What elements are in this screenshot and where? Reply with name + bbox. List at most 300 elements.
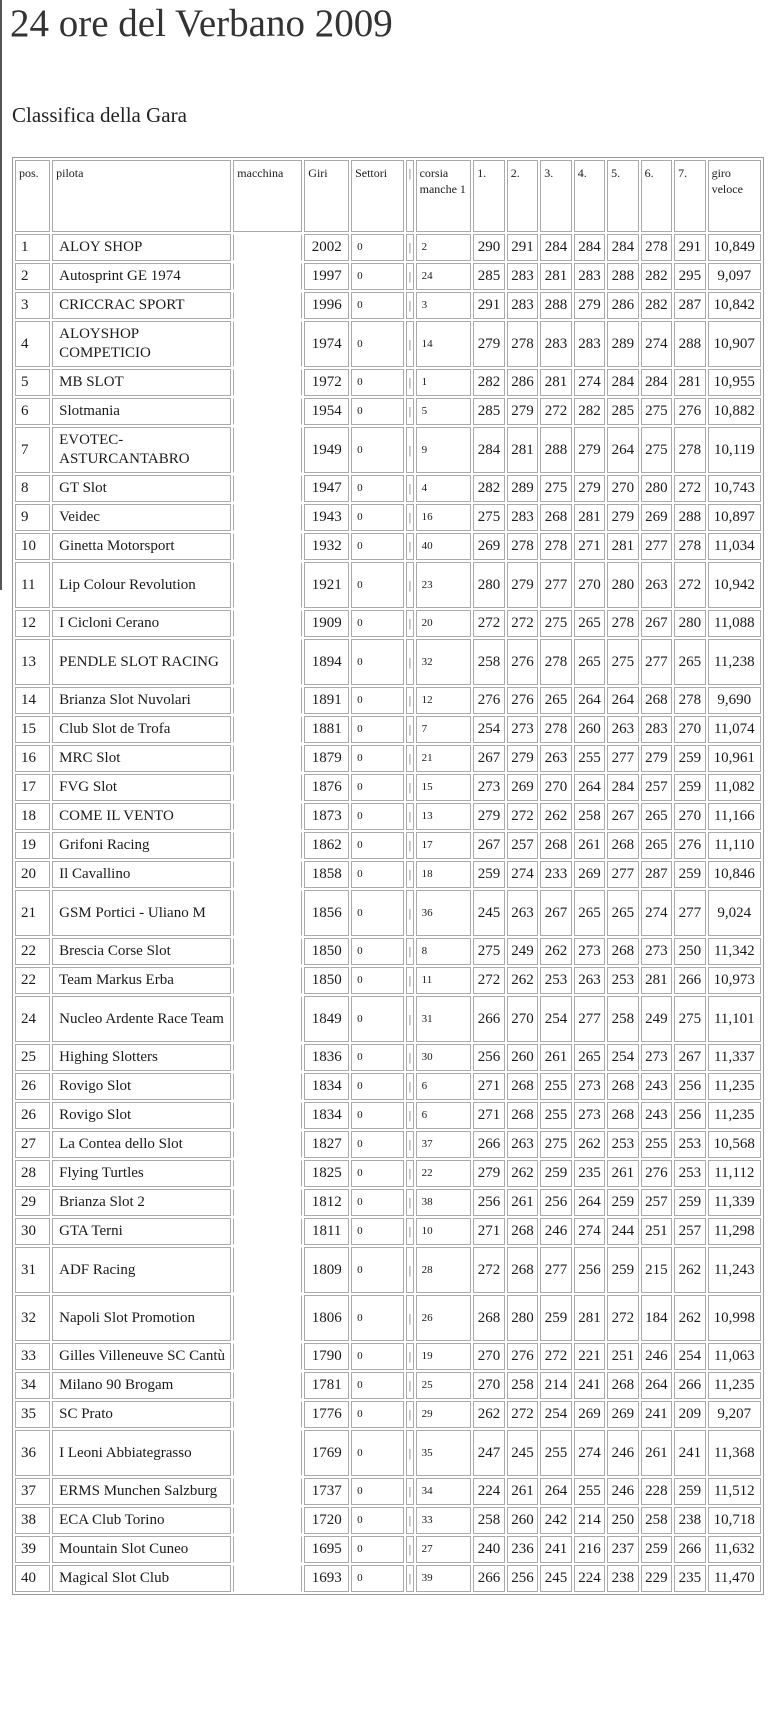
giro-veloce-cell: 11,034	[708, 533, 761, 560]
manche-cell: 209	[674, 1401, 705, 1428]
manche-cell: 259	[641, 1536, 672, 1563]
pos-cell: 36	[15, 1430, 50, 1476]
manche-cell: 267	[607, 803, 638, 830]
manche-cell: 255	[540, 1102, 571, 1129]
manche-cell: 273	[641, 1044, 672, 1071]
manche-cell: 269	[641, 504, 672, 531]
manche-cell: 264	[607, 687, 638, 714]
manche-cell: 279	[473, 803, 504, 830]
manche-cell: 266	[473, 996, 504, 1042]
manche-cell: 246	[641, 1343, 672, 1370]
pos-cell: 26	[15, 1102, 50, 1129]
manche-cell: 276	[473, 687, 504, 714]
table-row	[15, 803, 761, 830]
giro-veloce-cell: 11,088	[708, 610, 761, 637]
pos-cell: 18	[15, 803, 50, 830]
manche-cell: 275	[641, 398, 672, 425]
manche-cell: 270	[540, 774, 571, 801]
settori-cell: 0	[351, 398, 404, 425]
manche-cell: 281	[574, 504, 605, 531]
pilota-cell: Ginetta Motorsport	[52, 533, 231, 560]
manche-cell: 272	[473, 1247, 504, 1293]
pilota-cell: Brianza Slot 2	[52, 1189, 231, 1216]
manche-cell: 266	[473, 1131, 504, 1158]
manche-cell: 269	[473, 533, 504, 560]
manche-cell: 264	[574, 774, 605, 801]
manche-cell: 245	[473, 890, 504, 936]
header-corsia: corsia manche 1	[416, 160, 472, 232]
results-table	[12, 157, 764, 1595]
manche-cell: 241	[540, 1536, 571, 1563]
settori-cell: 0	[351, 890, 404, 936]
manche-cell: 257	[507, 832, 538, 859]
corsia-cell: 3	[416, 292, 472, 319]
manche-cell: 263	[507, 890, 538, 936]
settori-cell: 0	[351, 1160, 404, 1187]
manche-cell: 269	[574, 861, 605, 888]
pos-cell: 10	[15, 533, 50, 560]
giro-veloce-cell: 11,235	[708, 1372, 761, 1399]
separator-cell: |	[406, 292, 413, 319]
separator-cell: |	[406, 639, 413, 685]
table-row	[15, 234, 761, 261]
manche-cell: 262	[473, 1401, 504, 1428]
giro-veloce-cell: 10,961	[708, 745, 761, 772]
macchina-cell	[233, 263, 302, 290]
table-row	[15, 321, 761, 367]
separator-cell: |	[406, 967, 413, 994]
manche-cell: 279	[507, 745, 538, 772]
giro-veloce-cell: 11,339	[708, 1189, 761, 1216]
manche-cell: 279	[574, 475, 605, 502]
corsia-cell: 31	[416, 996, 472, 1042]
separator-cell: |	[406, 504, 413, 531]
manche-cell: 265	[574, 890, 605, 936]
manche-cell: 283	[507, 263, 538, 290]
manche-cell: 279	[607, 504, 638, 531]
manche-cell: 256	[473, 1044, 504, 1071]
separator-cell: |	[406, 687, 413, 714]
manche-cell: 283	[574, 263, 605, 290]
manche-cell: 259	[607, 1189, 638, 1216]
manche-cell: 259	[674, 861, 705, 888]
pos-cell: 17	[15, 774, 50, 801]
manche-cell: 272	[507, 1401, 538, 1428]
manche-cell: 259	[607, 1247, 638, 1293]
manche-cell: 289	[507, 475, 538, 502]
corsia-cell: 1	[416, 369, 472, 396]
manche-cell: 277	[540, 562, 571, 608]
table-row	[15, 1218, 761, 1245]
manche-cell: 269	[607, 1401, 638, 1428]
manche-cell: 258	[507, 1372, 538, 1399]
giri-cell: 1812	[304, 1189, 349, 1216]
manche-cell: 264	[641, 1372, 672, 1399]
giro-veloce-cell: 9,024	[708, 890, 761, 936]
manche-cell: 274	[574, 1218, 605, 1245]
manche-cell: 275	[540, 1131, 571, 1158]
pilota-cell: ALOYSHOP COMPETICIO	[52, 321, 231, 367]
manche-cell: 262	[540, 803, 571, 830]
corsia-cell: 10	[416, 1218, 472, 1245]
pos-cell: 15	[15, 716, 50, 743]
manche-cell: 287	[674, 292, 705, 319]
pilota-cell: GSM Portici - Uliano M	[52, 890, 231, 936]
giri-cell: 1943	[304, 504, 349, 531]
manche-cell: 277	[641, 639, 672, 685]
header-manche-4: 4.	[574, 160, 605, 232]
separator-cell: |	[406, 938, 413, 965]
macchina-cell	[233, 1044, 302, 1071]
settori-cell: 0	[351, 774, 404, 801]
manche-cell: 272	[473, 967, 504, 994]
table-row	[15, 1343, 761, 1370]
separator-cell: |	[406, 398, 413, 425]
settori-cell: 0	[351, 1247, 404, 1293]
separator-cell: |	[406, 745, 413, 772]
giro-veloce-cell: 9,207	[708, 1401, 761, 1428]
manche-cell: 268	[507, 1073, 538, 1100]
manche-cell: 272	[540, 398, 571, 425]
manche-cell: 263	[607, 716, 638, 743]
manche-cell: 284	[607, 369, 638, 396]
manche-cell: 255	[540, 1430, 571, 1476]
table-row	[15, 890, 761, 936]
pilota-cell: SC Prato	[52, 1401, 231, 1428]
giro-veloce-cell: 11,512	[708, 1478, 761, 1505]
manche-cell: 272	[674, 562, 705, 608]
manche-cell: 237	[607, 1536, 638, 1563]
manche-cell: 259	[674, 774, 705, 801]
corsia-cell: 15	[416, 774, 472, 801]
pos-cell: 19	[15, 832, 50, 859]
giro-veloce-cell: 11,112	[708, 1160, 761, 1187]
separator-cell: |	[406, 321, 413, 367]
manche-cell: 256	[540, 1189, 571, 1216]
manche-cell: 281	[607, 533, 638, 560]
macchina-cell	[233, 1536, 302, 1563]
manche-cell: 250	[674, 938, 705, 965]
table-row	[15, 1372, 761, 1399]
manche-cell: 277	[641, 533, 672, 560]
pos-cell: 32	[15, 1295, 50, 1341]
pilota-cell: Brianza Slot Nuvolari	[52, 687, 231, 714]
giri-cell: 1827	[304, 1131, 349, 1158]
separator-cell: |	[406, 861, 413, 888]
manche-cell: 266	[473, 1565, 504, 1592]
page-title: 24 ore del Verbano 2009	[10, 2, 393, 45]
manche-cell: 270	[607, 475, 638, 502]
pos-cell: 20	[15, 861, 50, 888]
manche-cell: 254	[540, 996, 571, 1042]
macchina-cell	[233, 832, 302, 859]
manche-cell: 278	[540, 533, 571, 560]
manche-cell: 281	[574, 1295, 605, 1341]
manche-cell: 276	[674, 832, 705, 859]
separator-cell: |	[406, 562, 413, 608]
manche-cell: 279	[574, 427, 605, 473]
manche-cell: 264	[607, 427, 638, 473]
manche-cell: 278	[641, 234, 672, 261]
manche-cell: 279	[641, 745, 672, 772]
manche-cell: 284	[540, 234, 571, 261]
manche-cell: 270	[473, 1343, 504, 1370]
manche-cell: 249	[507, 938, 538, 965]
manche-cell: 275	[641, 427, 672, 473]
settori-cell: 0	[351, 1565, 404, 1592]
table-row	[15, 1401, 761, 1428]
manche-cell: 288	[674, 504, 705, 531]
settori-cell: 0	[351, 938, 404, 965]
giro-veloce-cell: 10,849	[708, 234, 761, 261]
table-row	[15, 1247, 761, 1293]
macchina-cell	[233, 803, 302, 830]
giri-cell: 1921	[304, 562, 349, 608]
pilota-cell: Veidec	[52, 504, 231, 531]
macchina-cell	[233, 967, 302, 994]
corsia-cell: 30	[416, 1044, 472, 1071]
manche-cell: 228	[641, 1478, 672, 1505]
corsia-cell: 2	[416, 234, 472, 261]
manche-cell: 259	[674, 1478, 705, 1505]
giri-cell: 1891	[304, 687, 349, 714]
settori-cell: 0	[351, 1102, 404, 1129]
manche-cell: 275	[473, 938, 504, 965]
manche-cell: 265	[607, 890, 638, 936]
table-row	[15, 938, 761, 965]
pilota-cell: ERMS Munchen Salzburg	[52, 1478, 231, 1505]
macchina-cell	[233, 475, 302, 502]
settori-cell: 0	[351, 475, 404, 502]
pilota-cell: Autosprint GE 1974	[52, 263, 231, 290]
pilota-cell: CRICCRAC SPORT	[52, 292, 231, 319]
pos-cell: 30	[15, 1218, 50, 1245]
pilota-cell: Napoli Slot Promotion	[52, 1295, 231, 1341]
manche-cell: 265	[674, 639, 705, 685]
manche-cell: 274	[574, 369, 605, 396]
separator-cell: |	[406, 1536, 413, 1563]
pos-cell: 16	[15, 745, 50, 772]
giri-cell: 1790	[304, 1343, 349, 1370]
table-row	[15, 610, 761, 637]
giri-cell: 1806	[304, 1295, 349, 1341]
separator-cell: |	[406, 533, 413, 560]
manche-cell: 268	[540, 832, 571, 859]
manche-cell: 245	[540, 1565, 571, 1592]
pilota-cell: Slotmania	[52, 398, 231, 425]
manche-cell: 273	[473, 774, 504, 801]
manche-cell: 278	[674, 533, 705, 560]
giri-cell: 1862	[304, 832, 349, 859]
pilota-cell: Grifoni Racing	[52, 832, 231, 859]
settori-cell: 0	[351, 1507, 404, 1534]
manche-cell: 263	[540, 745, 571, 772]
table-row	[15, 1044, 761, 1071]
manche-cell: 272	[473, 610, 504, 637]
giro-veloce-cell: 11,632	[708, 1536, 761, 1563]
manche-cell: 265	[641, 832, 672, 859]
pos-cell: 31	[15, 1247, 50, 1293]
pilota-cell: GT Slot	[52, 475, 231, 502]
corsia-cell: 25	[416, 1372, 472, 1399]
manche-cell: 238	[607, 1565, 638, 1592]
giri-cell: 1932	[304, 533, 349, 560]
table-row	[15, 639, 761, 685]
table-row	[15, 263, 761, 290]
pilota-cell: Team Markus Erba	[52, 967, 231, 994]
manche-cell: 280	[473, 562, 504, 608]
manche-cell: 268	[607, 1372, 638, 1399]
manche-cell: 215	[641, 1247, 672, 1293]
manche-cell: 270	[507, 996, 538, 1042]
table-row	[15, 427, 761, 473]
pilota-cell: GTA Terni	[52, 1218, 231, 1245]
giro-veloce-cell: 11,101	[708, 996, 761, 1042]
macchina-cell	[233, 716, 302, 743]
manche-cell: 268	[540, 504, 571, 531]
separator-cell: |	[406, 475, 413, 502]
macchina-cell	[233, 369, 302, 396]
manche-cell: 251	[607, 1343, 638, 1370]
pos-cell: 3	[15, 292, 50, 319]
giri-cell: 1834	[304, 1073, 349, 1100]
manche-cell: 266	[674, 967, 705, 994]
manche-cell: 254	[540, 1401, 571, 1428]
separator-cell: |	[406, 1189, 413, 1216]
manche-cell: 259	[540, 1160, 571, 1187]
manche-cell: 291	[674, 234, 705, 261]
giri-cell: 1856	[304, 890, 349, 936]
manche-cell: 282	[641, 292, 672, 319]
corsia-cell: 26	[416, 1295, 472, 1341]
manche-cell: 240	[473, 1536, 504, 1563]
manche-cell: 273	[574, 938, 605, 965]
manche-cell: 279	[473, 321, 504, 367]
pilota-cell: ALOY SHOP	[52, 234, 231, 261]
manche-cell: 262	[674, 1295, 705, 1341]
manche-cell: 236	[507, 1536, 538, 1563]
manche-cell: 233	[540, 861, 571, 888]
header-manche-6: 6.	[641, 160, 672, 232]
manche-cell: 265	[574, 639, 605, 685]
header-separator: |	[406, 160, 413, 232]
corsia-cell: 16	[416, 504, 472, 531]
settori-cell: 0	[351, 1218, 404, 1245]
manche-cell: 268	[607, 1102, 638, 1129]
pos-cell: 39	[15, 1536, 50, 1563]
manche-cell: 262	[574, 1131, 605, 1158]
separator-cell: |	[406, 716, 413, 743]
separator-cell: |	[406, 1401, 413, 1428]
giro-veloce-cell: 11,063	[708, 1343, 761, 1370]
giro-veloce-cell: 9,690	[708, 687, 761, 714]
separator-cell: |	[406, 234, 413, 261]
manche-cell: 241	[574, 1372, 605, 1399]
settori-cell: 0	[351, 263, 404, 290]
manche-cell: 255	[540, 1073, 571, 1100]
settori-cell: 0	[351, 1189, 404, 1216]
pilota-cell: Flying Turtles	[52, 1160, 231, 1187]
pilota-cell: Magical Slot Club	[52, 1565, 231, 1592]
macchina-cell	[233, 938, 302, 965]
pos-cell: 22	[15, 938, 50, 965]
pilota-cell: Milano 90 Brogam	[52, 1372, 231, 1399]
settori-cell: 0	[351, 1131, 404, 1158]
pilota-cell: PENDLE SLOT RACING	[52, 639, 231, 685]
manche-cell: 266	[674, 1536, 705, 1563]
manche-cell: 253	[540, 967, 571, 994]
table-row	[15, 1478, 761, 1505]
macchina-cell	[233, 745, 302, 772]
pos-cell: 7	[15, 427, 50, 473]
separator-cell: |	[406, 1044, 413, 1071]
giri-cell: 1954	[304, 398, 349, 425]
manche-cell: 224	[473, 1478, 504, 1505]
manche-cell: 267	[641, 610, 672, 637]
corsia-cell: 21	[416, 745, 472, 772]
table-row	[15, 967, 761, 994]
table-row	[15, 1189, 761, 1216]
header-macchina: macchina	[233, 160, 302, 232]
manche-cell: 273	[574, 1102, 605, 1129]
manche-cell: 278	[507, 321, 538, 367]
giro-veloce-cell: 10,973	[708, 967, 761, 994]
manche-cell: 276	[507, 1343, 538, 1370]
giro-veloce-cell: 10,998	[708, 1295, 761, 1341]
separator-cell: |	[406, 890, 413, 936]
manche-cell: 229	[641, 1565, 672, 1592]
giro-veloce-cell: 11,235	[708, 1073, 761, 1100]
giro-veloce-cell: 10,846	[708, 861, 761, 888]
pos-cell: 40	[15, 1565, 50, 1592]
macchina-cell	[233, 890, 302, 936]
header-settori: Settori	[351, 160, 404, 232]
macchina-cell	[233, 996, 302, 1042]
giri-cell: 1825	[304, 1160, 349, 1187]
manche-cell: 270	[574, 562, 605, 608]
manche-cell: 242	[540, 1507, 571, 1534]
pos-cell: 5	[15, 369, 50, 396]
giri-cell: 1949	[304, 427, 349, 473]
settori-cell: 0	[351, 1430, 404, 1476]
manche-cell: 275	[607, 639, 638, 685]
header-pos: pos.	[15, 160, 50, 232]
giri-cell: 1850	[304, 967, 349, 994]
giri-cell: 1996	[304, 292, 349, 319]
manche-cell: 283	[507, 504, 538, 531]
table-row	[15, 1160, 761, 1187]
giri-cell: 1834	[304, 1102, 349, 1129]
settori-cell: 0	[351, 1536, 404, 1563]
manche-cell: 263	[641, 562, 672, 608]
manche-cell: 272	[507, 610, 538, 637]
manche-cell: 280	[507, 1295, 538, 1341]
manche-cell: 246	[607, 1430, 638, 1476]
pilota-cell: Il Cavallino	[52, 861, 231, 888]
settori-cell: 0	[351, 1372, 404, 1399]
manche-cell: 269	[574, 1401, 605, 1428]
pilota-cell: Nucleo Ardente Race Team	[52, 996, 231, 1042]
corsia-cell: 9	[416, 427, 472, 473]
pilota-cell: Gilles Villeneuve SC Cantù	[52, 1343, 231, 1370]
manche-cell: 284	[607, 774, 638, 801]
manche-cell: 277	[607, 861, 638, 888]
corsia-cell: 40	[416, 533, 472, 560]
separator-cell: |	[406, 1295, 413, 1341]
manche-cell: 257	[641, 1189, 672, 1216]
settori-cell: 0	[351, 504, 404, 531]
manche-cell: 284	[607, 234, 638, 261]
